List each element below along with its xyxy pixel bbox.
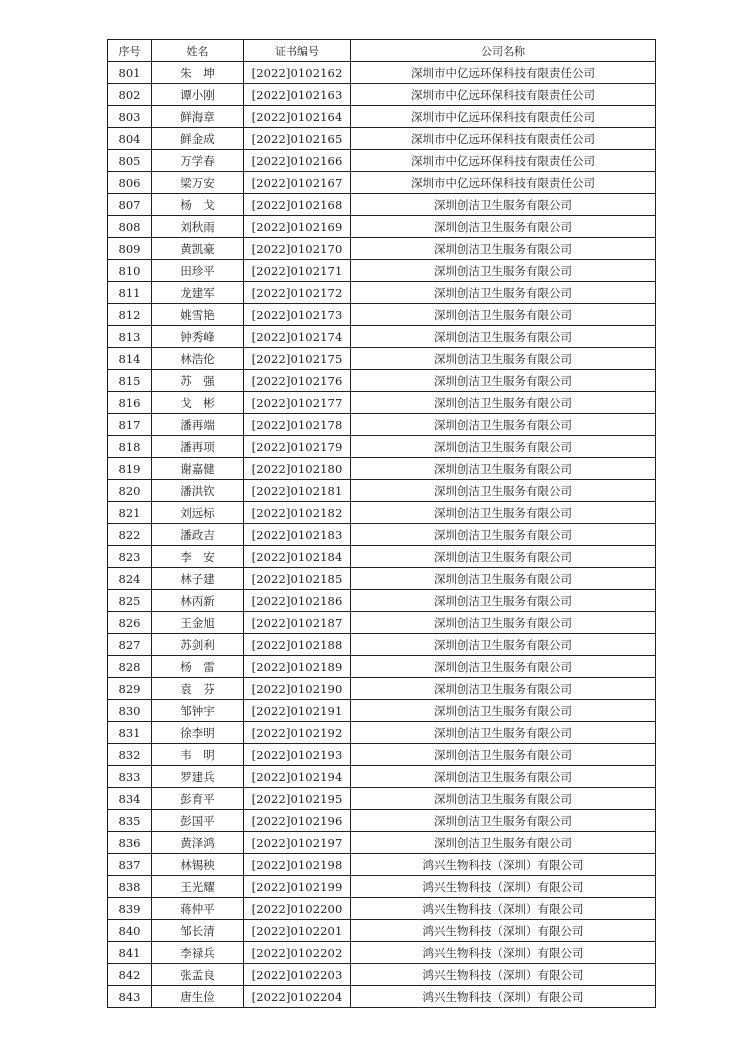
table-row [108,876,656,898]
cell-certificate-number: [2022]0102191 [244,700,351,722]
table-row [108,854,656,876]
table-row [108,392,656,414]
cell-serial-number: 838 [108,876,152,898]
cell-name: 林子建 [152,568,244,590]
cell-company-name: 深圳创洁卫生服务有限公司 [351,260,656,282]
cell-serial-number: 839 [108,898,152,920]
cell-certificate-number: [2022]0102180 [244,458,351,480]
table-row [108,634,656,656]
cell-company-name: 深圳创洁卫生服务有限公司 [351,568,656,590]
cell-certificate-number: [2022]0102174 [244,326,351,348]
cell-certificate-number: [2022]0102197 [244,832,351,854]
cell-certificate-number: [2022]0102176 [244,370,351,392]
cell-name: 谢嘉健 [152,458,244,480]
table-row [108,150,656,172]
cell-serial-number: 811 [108,282,152,304]
table-row [108,128,656,150]
table-row [108,590,656,612]
cell-company-name: 鸿兴生物科技（深圳）有限公司 [351,942,656,964]
cell-serial-number: 820 [108,480,152,502]
cell-company-name: 深圳创洁卫生服务有限公司 [351,282,656,304]
table-row [108,920,656,942]
cell-company-name: 深圳创洁卫生服务有限公司 [351,524,656,546]
table-row [108,194,656,216]
cell-company-name: 深圳创洁卫生服务有限公司 [351,634,656,656]
cell-company-name: 深圳创洁卫生服务有限公司 [351,502,656,524]
table-row [108,766,656,788]
cell-serial-number: 816 [108,392,152,414]
cell-name: 邹钟宇 [152,700,244,722]
cell-certificate-number: [2022]0102198 [244,854,351,876]
cell-company-name: 深圳创洁卫生服务有限公司 [351,480,656,502]
table-row [108,942,656,964]
cell-company-name: 深圳创洁卫生服务有限公司 [351,370,656,392]
table-row [108,612,656,634]
cell-serial-number: 815 [108,370,152,392]
cell-company-name: 深圳创洁卫生服务有限公司 [351,766,656,788]
cell-serial-number: 835 [108,810,152,832]
table-row [108,106,656,128]
cell-certificate-number: [2022]0102178 [244,414,351,436]
cell-name: 林丙新 [152,590,244,612]
table-row [108,788,656,810]
cell-certificate-number: [2022]0102177 [244,392,351,414]
cell-name: 田珍平 [152,260,244,282]
cell-serial-number: 813 [108,326,152,348]
cell-name: 龙建军 [152,282,244,304]
cell-name: 鲜海章 [152,106,244,128]
table-row [108,502,656,524]
cell-name: 张孟良 [152,964,244,986]
cell-company-name: 深圳创洁卫生服务有限公司 [351,326,656,348]
cell-serial-number: 810 [108,260,152,282]
table-row [108,964,656,986]
cell-serial-number: 801 [108,62,152,84]
cell-name: 唐生俭 [152,986,244,1008]
table-row [108,568,656,590]
table-row [108,656,656,678]
cell-name: 王光耀 [152,876,244,898]
cell-serial-number: 817 [108,414,152,436]
table-header [108,40,656,62]
cell-company-name: 深圳市中亿远环保科技有限责任公司 [351,62,656,84]
cell-name: 刘远标 [152,502,244,524]
cell-company-name: 深圳创洁卫生服务有限公司 [351,458,656,480]
cell-name: 蒋仲平 [152,898,244,920]
cell-serial-number: 806 [108,172,152,194]
cell-serial-number: 805 [108,150,152,172]
cell-company-name: 深圳创洁卫生服务有限公司 [351,590,656,612]
cell-name: 姚雪艳 [152,304,244,326]
cell-certificate-number: [2022]0102182 [244,502,351,524]
cell-certificate-number: [2022]0102179 [244,436,351,458]
cell-certificate-number: [2022]0102199 [244,876,351,898]
cell-certificate-number: [2022]0102192 [244,722,351,744]
cell-certificate-number: [2022]0102163 [244,84,351,106]
cell-certificate-number: [2022]0102190 [244,678,351,700]
certificate-table [107,39,656,1008]
cell-company-name: 深圳创洁卫生服务有限公司 [351,304,656,326]
certificate-list-sheet [107,39,655,1008]
cell-company-name: 深圳创洁卫生服务有限公司 [351,700,656,722]
cell-company-name: 深圳创洁卫生服务有限公司 [351,722,656,744]
cell-certificate-number: [2022]0102186 [244,590,351,612]
cell-certificate-number: [2022]0102193 [244,744,351,766]
cell-serial-number: 804 [108,128,152,150]
table-row [108,832,656,854]
cell-certificate-number: [2022]0102200 [244,898,351,920]
cell-company-name: 深圳创洁卫生服务有限公司 [351,216,656,238]
table-row [108,986,656,1008]
table-row [108,480,656,502]
cell-serial-number: 818 [108,436,152,458]
cell-certificate-number: [2022]0102184 [244,546,351,568]
header-certificate-number: 证书编号 [244,40,351,62]
cell-serial-number: 829 [108,678,152,700]
cell-certificate-number: [2022]0102187 [244,612,351,634]
cell-name: 杨 雷 [152,656,244,678]
cell-name: 苏剑利 [152,634,244,656]
table-row [108,304,656,326]
cell-serial-number: 808 [108,216,152,238]
cell-name: 林浩伦 [152,348,244,370]
cell-certificate-number: [2022]0102168 [244,194,351,216]
table-row [108,744,656,766]
cell-certificate-number: [2022]0102188 [244,634,351,656]
cell-serial-number: 812 [108,304,152,326]
table-row [108,436,656,458]
cell-company-name: 深圳创洁卫生服务有限公司 [351,392,656,414]
cell-company-name: 深圳创洁卫生服务有限公司 [351,238,656,260]
cell-certificate-number: [2022]0102172 [244,282,351,304]
cell-certificate-number: [2022]0102170 [244,238,351,260]
cell-company-name: 深圳创洁卫生服务有限公司 [351,788,656,810]
cell-company-name: 深圳创洁卫生服务有限公司 [351,656,656,678]
table-row [108,326,656,348]
cell-certificate-number: [2022]0102171 [244,260,351,282]
cell-certificate-number: [2022]0102169 [244,216,351,238]
cell-certificate-number: [2022]0102173 [244,304,351,326]
cell-name: 徐李明 [152,722,244,744]
table-row [108,62,656,84]
cell-certificate-number: [2022]0102166 [244,150,351,172]
header-name: 姓名 [152,40,244,62]
cell-serial-number: 803 [108,106,152,128]
cell-serial-number: 832 [108,744,152,766]
cell-serial-number: 840 [108,920,152,942]
cell-name: 王金旭 [152,612,244,634]
table-body [108,62,656,1008]
cell-name: 潘再端 [152,414,244,436]
table-row [108,260,656,282]
table-row [108,546,656,568]
cell-serial-number: 827 [108,634,152,656]
header-company-name: 公司名称 [351,40,656,62]
cell-company-name: 深圳市中亿远环保科技有限责任公司 [351,84,656,106]
cell-name: 邹长清 [152,920,244,942]
cell-company-name: 深圳创洁卫生服务有限公司 [351,810,656,832]
cell-name: 潘再项 [152,436,244,458]
cell-serial-number: 826 [108,612,152,634]
cell-name: 李 安 [152,546,244,568]
cell-serial-number: 834 [108,788,152,810]
cell-serial-number: 802 [108,84,152,106]
cell-serial-number: 807 [108,194,152,216]
cell-certificate-number: [2022]0102194 [244,766,351,788]
cell-certificate-number: [2022]0102175 [244,348,351,370]
cell-name: 彭育平 [152,788,244,810]
cell-company-name: 深圳创洁卫生服务有限公司 [351,546,656,568]
cell-serial-number: 841 [108,942,152,964]
cell-certificate-number: [2022]0102204 [244,986,351,1008]
cell-company-name: 鸿兴生物科技（深圳）有限公司 [351,920,656,942]
cell-name: 鲜金成 [152,128,244,150]
cell-name: 彭国平 [152,810,244,832]
cell-company-name: 深圳市中亿远环保科技有限责任公司 [351,150,656,172]
table-row [108,458,656,480]
table-row [108,216,656,238]
table-row [108,238,656,260]
cell-name: 谭小刚 [152,84,244,106]
cell-name: 潘政吉 [152,524,244,546]
cell-certificate-number: [2022]0102162 [244,62,351,84]
table-row [108,414,656,436]
table-row [108,172,656,194]
cell-serial-number: 822 [108,524,152,546]
cell-certificate-number: [2022]0102203 [244,964,351,986]
cell-company-name: 深圳市中亿远环保科技有限责任公司 [351,128,656,150]
cell-serial-number: 842 [108,964,152,986]
cell-serial-number: 837 [108,854,152,876]
cell-company-name: 深圳创洁卫生服务有限公司 [351,436,656,458]
cell-company-name: 深圳创洁卫生服务有限公司 [351,194,656,216]
cell-serial-number: 823 [108,546,152,568]
cell-company-name: 深圳创洁卫生服务有限公司 [351,678,656,700]
cell-certificate-number: [2022]0102195 [244,788,351,810]
header-row [108,40,656,62]
cell-certificate-number: [2022]0102202 [244,942,351,964]
cell-company-name: 深圳创洁卫生服务有限公司 [351,348,656,370]
cell-serial-number: 833 [108,766,152,788]
cell-serial-number: 843 [108,986,152,1008]
cell-serial-number: 819 [108,458,152,480]
cell-serial-number: 824 [108,568,152,590]
cell-name: 林锡秧 [152,854,244,876]
cell-certificate-number: [2022]0102183 [244,524,351,546]
cell-name: 戈 彬 [152,392,244,414]
cell-serial-number: 825 [108,590,152,612]
table-row [108,282,656,304]
cell-company-name: 深圳创洁卫生服务有限公司 [351,612,656,634]
cell-certificate-number: [2022]0102196 [244,810,351,832]
table-row [108,84,656,106]
cell-company-name: 鸿兴生物科技（深圳）有限公司 [351,986,656,1008]
table-row [108,370,656,392]
cell-certificate-number: [2022]0102189 [244,656,351,678]
cell-company-name: 深圳市中亿远环保科技有限责任公司 [351,106,656,128]
cell-serial-number: 814 [108,348,152,370]
cell-company-name: 鸿兴生物科技（深圳）有限公司 [351,964,656,986]
cell-company-name: 深圳创洁卫生服务有限公司 [351,832,656,854]
table-row [108,524,656,546]
cell-certificate-number: [2022]0102164 [244,106,351,128]
table-row [108,678,656,700]
cell-name: 韦 明 [152,744,244,766]
cell-name: 黄泽鸿 [152,832,244,854]
cell-serial-number: 809 [108,238,152,260]
table-row [108,348,656,370]
cell-serial-number: 821 [108,502,152,524]
table-row [108,700,656,722]
cell-certificate-number: [2022]0102201 [244,920,351,942]
table-row [108,722,656,744]
cell-company-name: 深圳创洁卫生服务有限公司 [351,414,656,436]
cell-name: 刘秋雨 [152,216,244,238]
cell-name: 钟秀峰 [152,326,244,348]
cell-company-name: 鸿兴生物科技（深圳）有限公司 [351,854,656,876]
cell-name: 梁万安 [152,172,244,194]
cell-serial-number: 831 [108,722,152,744]
cell-serial-number: 836 [108,832,152,854]
cell-certificate-number: [2022]0102167 [244,172,351,194]
cell-name: 万学春 [152,150,244,172]
header-serial-number: 序号 [108,40,152,62]
cell-name: 袁 芬 [152,678,244,700]
cell-name: 苏 强 [152,370,244,392]
cell-certificate-number: [2022]0102181 [244,480,351,502]
cell-certificate-number: [2022]0102165 [244,128,351,150]
cell-serial-number: 830 [108,700,152,722]
table-row [108,898,656,920]
cell-name: 潘洪钦 [152,480,244,502]
cell-company-name: 深圳创洁卫生服务有限公司 [351,744,656,766]
cell-name: 黄凯豪 [152,238,244,260]
cell-serial-number: 828 [108,656,152,678]
cell-company-name: 鸿兴生物科技（深圳）有限公司 [351,898,656,920]
cell-certificate-number: [2022]0102185 [244,568,351,590]
cell-company-name: 深圳市中亿远环保科技有限责任公司 [351,172,656,194]
cell-company-name: 鸿兴生物科技（深圳）有限公司 [351,876,656,898]
cell-name: 杨 戈 [152,194,244,216]
table-row [108,810,656,832]
cell-name: 李禄兵 [152,942,244,964]
cell-name: 朱 坤 [152,62,244,84]
cell-name: 罗建兵 [152,766,244,788]
